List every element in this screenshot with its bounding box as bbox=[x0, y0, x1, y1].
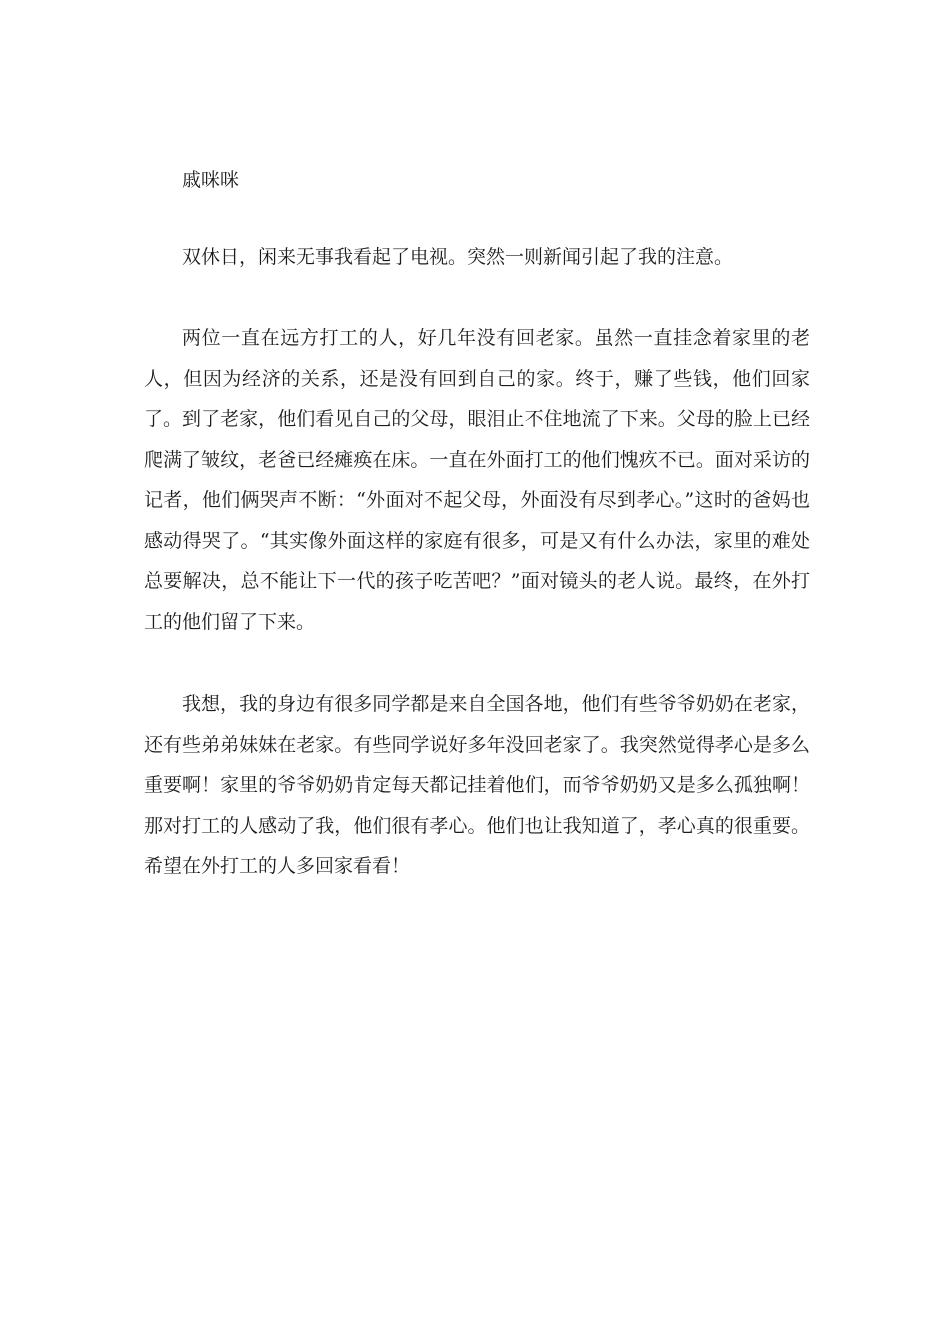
paragraph-1: 双休日，闲来无事我看起了电视。突然一则新闻引起了我的注意。 bbox=[182, 246, 734, 268]
author-name: 戚咪咪 bbox=[182, 169, 240, 191]
paragraph-3: 我想，我的身边有很多同学都是来自全国各地，他们有些爷爷奶奶在老家，还有些弟弟妹妹在老家。有些同学说好多年没回老家了。我突然觉得孝心是多么重要啊！家里的爷爷奶奶肯定每天都记挂着他们，而爷爷奶奶又是多么孤独啊！那对打工的人感动了我，他们很有孝心。他们也让我知道了，孝心真的很重要。希望在外打工的人多回家看看！ bbox=[144, 693, 810, 877]
paragraph-2: 两位一直在远方打工的人，好几年没有回老家。虽然一直挂念着家里的老人，但因为经济的关系，还是没有回到自己的家。终于，赚了些钱，他们回家了。到了老家，他们看见自己的父母，眼泪止不住地流了下来。父母的脸上已经爬满了皱纹，老爸已经瘫痪在床。一直在外面打工的他们愧疚不已。面对采访的记者，他们俩哭声不断：“外面对不起父母，外面没有尽到孝心。”这时的爸妈也感动得哭了。“其实像外面这样的家庭有很多，可是又有什么办法，家里的难处总要解决，总不能让下一代的孩子吃苦吧？”面对镜头的老人说。最终，在外打工的他们留了下来。 bbox=[144, 327, 810, 633]
